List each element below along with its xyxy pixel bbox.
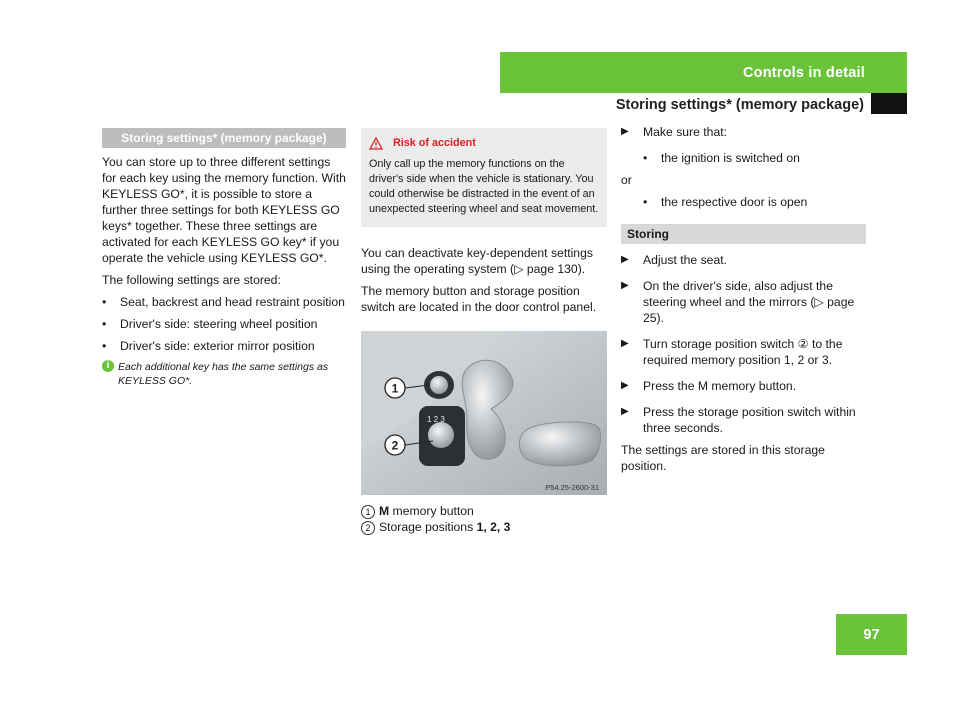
storing-heading: Storing [621, 224, 866, 244]
column-3 [621, 124, 866, 480]
chapter-tab [500, 52, 907, 93]
list-item: • Driver's side: steering wheel position [102, 317, 318, 331]
note-text: Each additional key has the same settings as KEYLESS GO*. [118, 361, 329, 387]
column-2 [361, 128, 607, 535]
instruction-step: ▶ Press the storage position switch within three seconds. [621, 405, 856, 435]
instruction-step: ▶ Press the M memory button. [621, 379, 797, 393]
instruction-step: ▶ On the driver's side, also adjust the steering wheel and the mirrors (▷ page 25). [621, 279, 855, 325]
list-item: • Seat, backrest and head restraint position [102, 295, 345, 309]
list-item: • Driver's side: exterior mirror position [102, 339, 315, 353]
instruction-step: ▶ Adjust the seat. [621, 253, 728, 267]
chapter-title: Controls in detail [742, 64, 865, 81]
column-1 [102, 128, 346, 388]
section-marker [871, 93, 907, 114]
callout-1: 1 [391, 381, 399, 396]
info-icon: i [102, 360, 114, 372]
instruction-step: ▶ Make sure that: [621, 125, 727, 139]
legend-item: 1 M memory button [361, 503, 607, 519]
svg-text:1 2 3: 1 2 3 [427, 415, 445, 424]
info-note [102, 360, 346, 388]
warning-text: Only call up the memory functions on the driver's side when the vehicle is stationary. You could otherwise be distracted in the event of an unexpected steering wheel and seat movement. [369, 158, 599, 215]
photo-code: P54.25-2600-31 [545, 483, 599, 492]
warning-box [361, 128, 607, 227]
list-item: • the respective door is open [643, 195, 808, 209]
list-intro: The following settings are stored: [102, 273, 281, 287]
paragraph: You can deactivate key-dependent settings using the operating system (▷ page 130). [361, 246, 593, 276]
page-number: 97 [836, 614, 907, 655]
list-item: • the ignition is switched on [643, 151, 800, 165]
warning-icon [369, 137, 383, 150]
instruction-step: ▶ Turn storage position switch ② to the required memory position 1, 2 or 3. [621, 337, 843, 367]
door-panel-photo [361, 331, 607, 495]
result-text: The settings are stored in this storage position. [621, 443, 825, 473]
callout-2: 2 [391, 438, 399, 453]
or-label: or [621, 173, 632, 187]
paragraph: The memory button and storage position switch are located in the door control panel. [361, 284, 597, 314]
warning-title: Risk of accident [393, 137, 476, 149]
intro-text: You can store up to three different settings for each key using the memory function. With KEYLESS GO*, it is possible to store a further three settings for both KEYLESS GO keys* together. These three settings are activated for each KEYLESS GO key* if you operate the vehicle using KEYLESS GO*. [102, 155, 346, 265]
legend-item: 2 Storage positions 1, 2, 3 [361, 519, 607, 535]
section-title: Storing settings* (memory package) [615, 97, 864, 113]
column-heading: Storing settings* (memory package) [102, 128, 346, 148]
